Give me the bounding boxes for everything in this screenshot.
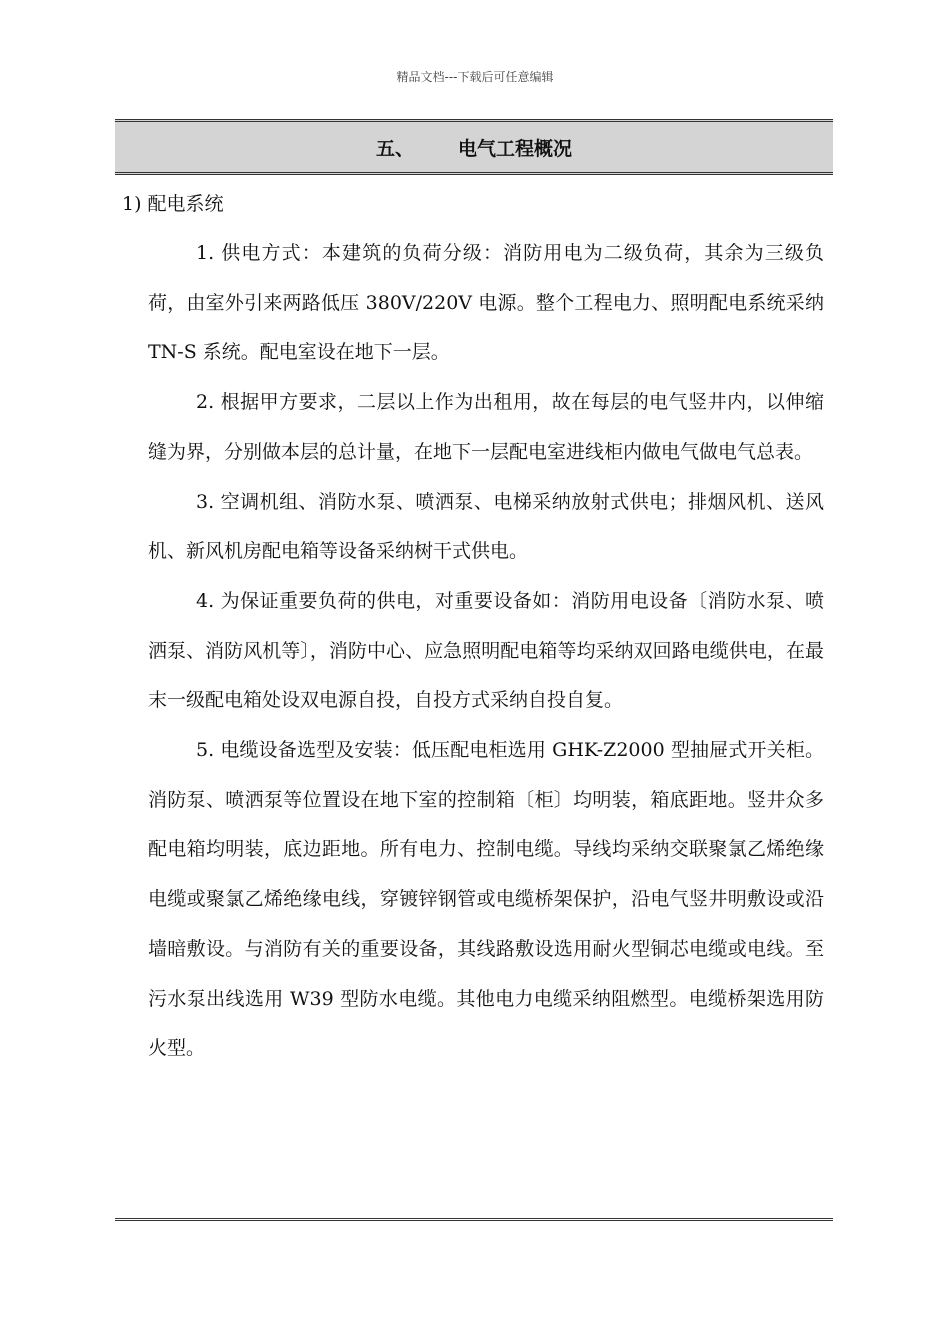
paragraph-cable-selection: 5. 电缆设备选型及安装：低压配电柜选用 GHK-Z2000 型抽屉式开关柜。消防泵、喷洒泵等位置设在地下室的控制箱〔柜〕均明装，箱底距地。竖井众多配电箱均明装，底边距地。所有电力、控制电缆。导线均采纳交联聚氯乙烯绝缘电缆或聚氯乙烯绝缘电线，穿镀锌钢管或电缆桥架保护，沿电气竖井明敷设或沿墙暗敷设。与消防有关的重要设备，其线路敷设选用耐火型铜芯电缆或电线。至污水泵出线选用 W39 型防水电缆。其他电力电缆采纳阻燃型。电缆桥架选用防火型。 [148, 739, 824, 1060]
paragraph-metering: 2. 根据甲方要求，二层以上作为出租用，故在每层的电气竖井内，以伸缩缝为界，分别做本层的总计量，在地下一层配电室进线柜内做电气做电气总表。 [148, 391, 824, 463]
section-heading [115, 119, 833, 175]
paragraph-important-loads: 4. 为保证重要负荷的供电，对重要设备如：消防用电设备〔消防水泵、喷洒泵、消防风机等〕，消防中心、应急照明配电箱等均采纳双回路电缆供电，在最末一级配电箱处设双电源自投，自投方式采纳自投自复。 [148, 589, 824, 712]
section-title: 电气工程概况 [458, 137, 573, 160]
body-text [148, 229, 824, 1074]
paragraph-distribution: 3. 空调机组、消防水泵、喷洒泵、电梯采纳放射式供电；排烟风机、送风机、新风机房配电箱等设备采纳树干式供电。 [148, 490, 824, 563]
section-number: 五、 [375, 137, 414, 160]
subsection-title: 1) 配电系统 [122, 193, 224, 215]
bottom-divider [115, 1218, 833, 1221]
page-watermark: 精品文档---下载后可任意编辑 [396, 70, 554, 84]
paragraph-power-supply: 1. 供电方式：本建筑的负荷分级：消防用电为二级负荷，其余为三级负荷，由室外引来两路低压 380V/220V 电源。整个工程电力、照明配电系统采纳 TN-S 系统。配电室设在地下一层。 [148, 242, 824, 364]
